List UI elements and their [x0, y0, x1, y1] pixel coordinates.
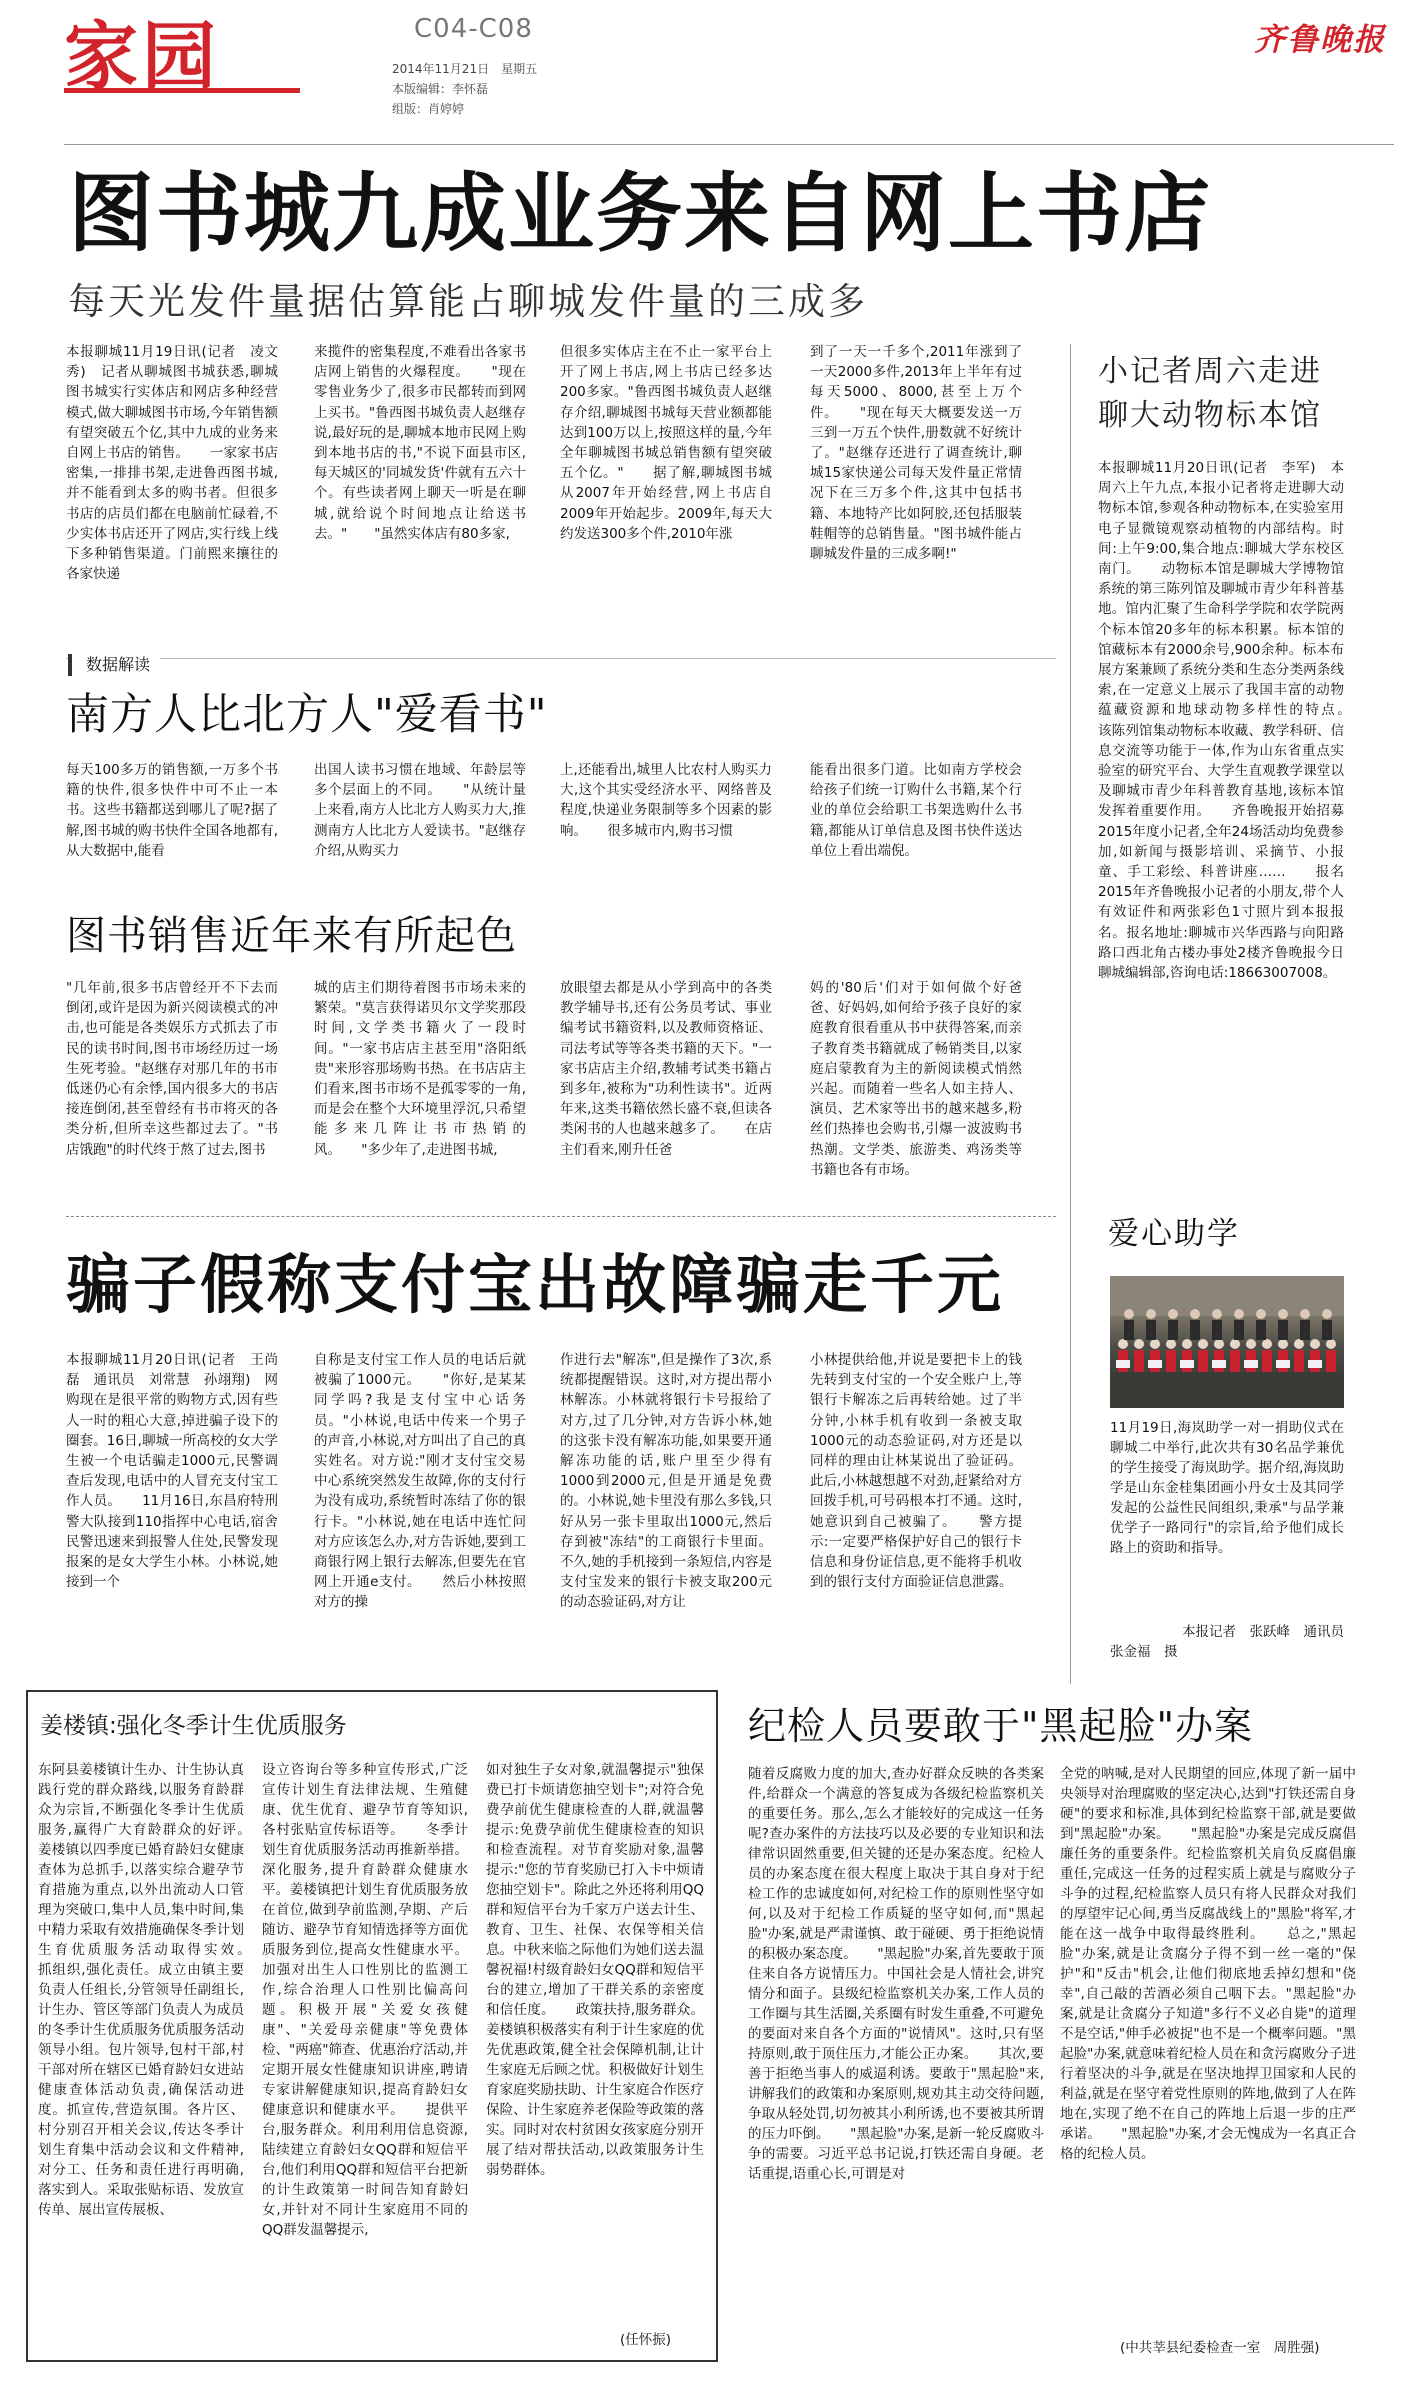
discipline-col2: 全党的呐喊,是对人民期望的回应,体现了新一届中央领导对治理腐败的坚定决心,达到"打铁还需自身硬"的要求和标准,具体到纪检监察干部,就是要做到"黑起脸"办案。 "黑起脸"办案是完成反腐倡廉任务的重要条件。纪检监察机关肩负反腐倡廉重任,完成这一任务的过程实质上就是与腐败分子斗争的过程,纪检监察人员只有将人民群众对我们的厚望牢记心间,勇当反腐战线上的"黑脸"将军,才能在这一战争中取得最终胜利。 总之,"黑起脸"办案,就是让贪腐分子得不到一丝一毫的"保护"和"反击"机会,让他们彻底地丢掉幻想和"侥幸",自己敲的苦酒必须自己咽下去。"黑起脸"办案,就是让贪腐分子知道"多行不义必自毙"的道理不是空话,"伸手必被捉"也不是一个概率问题。"黑起脸"办案,就意味着纪检人员在和贪污腐败分子进行着坚决的斗争,就是在坚决地捍卫国家和人民的利益,就是在坚守着党性原则的阵地,做到了人在阵地在,实现了绝不在自己的阵地上后退一步的庄严承诺。 "黑起脸"办案,才会无愧成为一名真正合格的纪检人员。 — [1060, 1766, 1356, 2162]
family-planning-col1: 东阿县姜楼镇计生办、计生协认真践行党的群众路线,以服务育龄群众为宗旨,不断强化冬季计生优质服务,赢得广大育龄群众的好评。 姜楼镇以四季度已婚育龄妇女健康查体为总抓手,以落实综合避孕节育措施为重点,以外出流动人口管理为突破口,集中人员,集中时间,集中精力采取有效措施确保冬季计划生育优质服务活动取得实效。 抓组织,强化责任。成立由镇主要负责人任组长,分管领导任副组长,计生办、管区等部门负责人为成员的冬季计生优质服务优质服务活动领导小组。包片领导,包村干部,村干部对所在辖区已婚育龄妇女进站健康查体活动负责,确保活动进度。抓宣传,营造氛围。各片区、村分别召开相关会议,传达冬季计划生育集中活动会议和文件精神,对分工、任务和责任进行再明确,落实到人。采取张贴标语、发放宣传单、展出宣传展板、 — [38, 1762, 244, 2218]
lead-column-1: 本报聊城11月19日讯(记者 凌文秀) 记者从聊城图书城获悉,聊城图书城实行实体店和网店多种经营模式,做大聊城图书市场,今年销售额有望突破五个亿,其中九成的业务来自网上书店的销售。 一家家书店密集,一排排书架,走进鲁西图书城,并不能看到太多的购书者。但很多书店的店员们都在电脑前忙碌着,不少实体书店还开了网店,实行线上线下多种销售渠道。门前熙来攘往的各家快递 — [66, 344, 278, 583]
reporter-headline: 小记者周六走进 聊大动物标本馆 — [1098, 354, 1322, 433]
lead-column-2: 来揽件的密集程度,不难看出各家书店网上销售的火爆程度。 "现在零售业务少了,很多市民都转而到网上买书。"鲁西图书城负责人赵继存说,最好玩的是,聊城本地市民网上购到本地书店的书,"不说下面县市区,每天城区的'同城发货'件就有五六十个。有些读者网上聊天一听是在聊城,就给说个时间地点让给送书去。" "虽然实体店有80多家, — [314, 344, 526, 542]
scam-column-1: 本报聊城11月20日讯(记者 王尚磊 通讯员 刘常慧 孙翊翔) 网购现在是很平常的购物方式,因有些人一时的粗心大意,掉进骗子设下的圈套。16日,聊城一所高校的女大学生被一个电话骗走1000元,民警调查后发现,电话中的人冒充支付宝工作人员。 11月16日,东昌府特刑警大队接到110指挥中心电话,宿舍民警迅速来到报警人住处,民警发现报案的是女大学生小林。小林说,她接到一个 — [66, 1352, 278, 1591]
lead-column-4: 到了一天一千多个,2011年涨到了一天2000多件,2013年上半年有过每天5000、8000,甚至上万个件。 "现在每天大概要发送一万三到一万五个快件,册数就不好统计了。"赵继存还进行了调查统计,聊城15家快递公司每天发件量正常情况下在三万多个件,这其中包括书籍、本地特产比如阿胶,还包括服装鞋帽等的总销售量。"图书城件能占聊城发件量的三成多啊!" — [810, 344, 1022, 563]
family-planning-col2: 设立咨询台等多种宣传形式,广泛宣传计划生育法律法规、生殖健康、优生优育、避孕节育等知识,各村张贴宣传标语等。 冬季计划生育优质服务活动再推新举措。深化服务,提升育龄群众健康水平。姜楼镇把计划生育优质服务放在首位,做到孕前监测,孕期、产后随访、避孕节育知情选择等方面优质服务到位,提高女性健康水平。加强对出生人口性别比的监测工作,综合治理人口性别比偏高问题。积极开展"关爱女孩健康"、"关爱母亲健康"等免费体检、"两癌"筛查、优惠治疗活动,并定期开展女性健康知识讲座,聘请专家讲解健康知识,提高育龄妇女健康意识和健康水平。 提供平台,服务群众。利用利用信息资源,陆续建立育龄妇女QQ群和短信平台,他们利用QQ群和短信平台把新的计生政策第一时间告知育龄妇女,并针对不同计生家庭用不同的QQ群发温馨提示, — [262, 1762, 468, 2238]
section-logo — [64, 6, 300, 100]
data-reading-headline-2: 图书销售近年来有所起色 — [66, 913, 517, 959]
family-planning-headline: 姜楼镇:强化冬季计生优质服务 — [40, 1713, 347, 1739]
data-section-divider — [66, 1216, 1056, 1217]
data-section2-col3: 放眼望去都是从小学到高中的各类教学辅导书,还有公务员考试、事业编考试书籍资料,以及教师资格证、司法考试等等各类书籍的天下。"一家书店店主介绍,教辅考试类书籍占到多年,被称为"功利性读书"。近两年来,这类书籍依然长盛不衰,但读各类闲书的人也越来越多了。 在店主们看来,刚升任爸 — [560, 980, 772, 1158]
sidebar-divider — [1070, 344, 1071, 1684]
charity-headline: 爱心助学 — [1108, 1216, 1240, 1252]
lead-headline: 图书城九成业务来自网上书店 — [68, 163, 1212, 264]
data-section1-col4: 能看出很多门道。比如南方学校会给孩子们统一订购什么书籍,某个行业的单位会给职工书架选购什么书籍,都能从订单信息及图书快件送达单位上看出端倪。 — [810, 762, 1022, 859]
lead-column-3: 但很多实体店主在不止一家平台上开了网上书店,网上书店已经多达200多家。"鲁西图书城负责人赵继存介绍,聊城图书城每天营业额都能达到100万以上,按照这样的量,今年全年聊城图书城总销售额有望突破五个亿。" 据了解,聊城图书城从2007年开始经营,网上书店自2009年开始起步。2009年,每天大约发送300多个件,2010年涨 — [560, 344, 772, 542]
scam-column-4: 小林提供给他,并说是要把卡上的钱先转到支付宝的一个安全账户上,等银行卡解冻之后再转给她。过了半分钟,小林手机有收到一条被支取1000元的动态验证码,对方还是以同样的理由让林某说出了验证码。此后,小林越想越不对劲,赶紧给对方回拨手机,可号码根本打不通。这时,她意识到自己被骗了。 警方提示:一定要严格保护好自己的银行卡信息和身份证信息,更不能将手机收到的银行支付方面验证信息泄露。 — [810, 1352, 1022, 1591]
layout-credit: 组版：肖婷婷 — [392, 102, 465, 116]
issue-date: 2014年11月21日 星期五 — [392, 62, 538, 76]
discipline-headline: 纪检人员要敢于"黑起脸"办案 — [748, 1704, 1253, 1748]
masthead-rule — [64, 144, 1394, 145]
data-reading-label: 数据解读 — [68, 654, 160, 676]
lead-subheadline: 每天光发件量据估算能占聊城发件量的三成多 — [68, 280, 868, 323]
charity-credit: 本报记者 张跃峰 通讯员 张金福 摄 — [1110, 1624, 1344, 1660]
data-section1-col3: 上,还能看出,城里人比农村人购买力大,这个其实受经济水平、网络普及程度,快递业务限制等多个因素的影响。 很多城市内,购书习惯 — [560, 762, 772, 839]
editor-credit: 本版编辑：李怀磊 — [392, 82, 489, 96]
section-name: 家园 — [64, 14, 220, 100]
data-reading-headline-1: 南方人比北方人"爱看书" — [66, 690, 548, 740]
data-section2-col4: 妈的'80后'们对于如何做个好爸爸、好妈妈,如何给予孩子良好的家庭教育很看重从书中获得答案,而亲子教育类书籍就成了畅销类目,以家庭启蒙教育为主的新阅读模式悄然兴起。而随着一些名人如主持人、演员、艺术家等出书的越来越多,粉丝们热捧也会购书,引爆一波波购书热潮。文学类、旅游类、鸡汤类等书籍也各有市场。 — [810, 980, 1022, 1178]
charity-photo — [1110, 1276, 1344, 1408]
family-planning-author: (任怀振) — [620, 2332, 672, 2348]
discipline-col1: 随着反腐败力度的加大,查办好群众反映的各类案件,给群众一个满意的答复成为各级纪检监察机关的重要任务。那么,怎么才能较好的完成这一任务呢?查办案件的方法技巧以及必要的专业知识和法律常识固然重要,但关键的还是办案态度。纪检人员的办案态度在很大程度上取决于其自身对于纪检工作的忠诚度如何,对纪检工作的原则性坚守如何,以及对于纪检工作质疑的坚守如何,而"黑起脸"办案,就是严肃谨慎、敢于碰硬、勇于拒绝说情的积极办案态度。 "黑起脸"办案,首先要敢于顶住来自各方说情压力。中国社会是人情社会,讲究情分和面子。县级纪检监察机关办案,工作人员的工作圈与其生活圈,关系圈有时发生重叠,不可避免的要面对来自各个方面的"说情风"。这时,只有坚持原则,敢于顶住压力,才能公正办案。 其次,要善于拒绝当事人的威逼利诱。要敢于"黑起脸"来,讲解我们的政策和办案原则,规劝其主动交待问题,争取从轻处罚,切勿被其小利所诱,也不要被其所谓的压力吓倒。 "黑起脸"办案,是新一轮反腐败斗争的需要。习近平总书记说,打铁还需自身硬。老话重提,语重心长,可谓是对 — [748, 1766, 1044, 2182]
data-section2-col2: 城的店主们期待着图书市场未来的繁荣。"莫言获得诺贝尔文学奖那段时间,文学类书籍火了一段时间。"一家书店店主甚至用"洛阳纸贵"来形容那场购书热。在书店店主们看来,图书市场不是孤零零的一角,而是会在整个大环境里浮沉,只希望能多来几阵让书市热销的风。 "多少年了,走进图书城, — [314, 980, 526, 1158]
lead-divider — [66, 658, 1056, 659]
data-section1-col2: 出国人读书习惯在地域、年龄层等多个层面上的不同。 "从统计量上来看,南方人比北方人购买力大,推测南方人比北方人爱读书。"赵继存介绍,从购买力 — [314, 762, 526, 859]
scam-column-2: 自称是支付宝工作人员的电话后就被骗了1000元。 "你好,是某某同学吗?我是支付宝中心话务员。"小林说,电话中传来一个男子的声音,小林说,对方叫出了自己的真实姓名。对方说:"刚才支付宝交易中心系统突然发生故障,你的支付行为没有成功,系统暂时冻结了你的银行卡。"小林说,她在电话中连忙问对方应该怎么办,对方告诉她,要到工商银行网上银行去解冻,但要先在官网上开通e支付。 然后小林按照对方的操 — [314, 1352, 526, 1611]
scam-column-3: 作进行去"解冻",但是操作了3次,系统都提醒错误。这时,对方提出帮小林解冻。小林就将银行卡号报给了对方,过了几分钟,对方告诉小林,她的这张卡没有解冻功能,如果要开通解冻功能的话,账户里至少得有1000到2000元,但是开通是免费的。小林说,她卡里没有那么多钱,只好从另一张卡里取出1000元,然后存到被"冻结"的工商银行卡里面。不久,她的手机接到一条短信,内容是支付宝发来的银行卡被支取200元的动态验证码,对方让 — [560, 1352, 772, 1611]
newspaper-logo: 齐鲁晚报 — [1254, 22, 1386, 58]
scam-headline: 骗子假称支付宝出故障骗走千元 — [66, 1248, 1004, 1323]
data-section1-col1: 每天100多万的销售额,一万多个书籍的快件,很多快件中可不止一本书。这些书籍都送到哪儿了呢?据了解,图书城的购书快件全国各地都有,从大数据中,能看 — [66, 762, 278, 859]
page-range: C04-C08 — [414, 14, 533, 44]
charity-caption: 11月19日,海岚助学一对一捐助仪式在聊城二中举行,此次共有30名品学兼优的学生接受了海岚助学。据介绍,海岚助学是山东金桂集团画小丹女士及其同学发起的公益性民间组织,秉承"与品学兼优学子一路同行"的宗旨,给予他们成长路上的资助和指导。 — [1110, 1420, 1344, 1556]
family-planning-col3: 如对独生子女对象,就温馨提示"独保费已打卡烦请您抽空划卡";对符合免费孕前优生健康检查的人群,就温馨提示:免费孕前优生健康检查的知识和检查流程。对节育奖励对象,温馨提示:"您的节育奖励已打入卡中烦请您抽空划卡"。除此之外还将利用QQ群和短信平台为千家万户送去计生、教育、卫生、社保、农保等相关信息。中秋来临之际他们为她们送去温馨祝福!村级育龄妇女QQ群和短信平台的建立,增加了干群关系的亲密度和信任度。 政策扶持,服务群众。姜楼镇积极落实有利于计生家庭的优先优惠政策,健全社会保障机制,让计生家庭无后顾之忧。积极做好计划生育家庭奖励扶助、计生家庭合作医疗保险、计生家庭养老保险等政策的落实。同时对农村贫困女孩家庭分别开展了结对帮扶活动,以政策服务计生弱势群体。 — [486, 1762, 704, 2178]
data-section2-col1: "几年前,很多书店曾经开不下去而倒闭,或许是因为新兴阅读模式的冲击,也可能是各类娱乐方式抓去了市民的读书时间,图书市场经历过一场生死考验。"赵继存对那几年的书市低迷仍心有余悸,国内很多大的书店接连倒闭,甚至曾经有书市将灭的各类分析,但所幸这些都过去了。"书店饿跑"的时代终于熬了过去,图书 — [66, 980, 278, 1158]
group-photo-illustration — [1110, 1276, 1344, 1408]
discipline-author: (中共莘县纪委检查一室 周胜强) — [1120, 2340, 1320, 2356]
reporter-body: 本报聊城11月20日讯(记者 李军) 本周六上午九点,本报小记者将走进聊大动物标本馆,参观各种动物标本,在实验室用电子显微镜观察动植物的内部结构。时间:上午9:00,集合地点:聊城大学东校区南门。 动物标本馆是聊城大学博物馆系统的第三陈列馆及聊城市青少年科普基地。馆内汇聚了生命科学学院和农学院两个标本馆20多年的标本积累。标本馆的馆藏标本有2000余号,900余种。标本布展方案兼顾了系统分类和生态分类两条线索,在一定意义上展示了我国丰富的动物蕴藏资源和地球动物多样性的特点。 该陈列馆集动物标本收藏、教学科研、信息交流等功能于一体,作为山东省重点实验室的研究平台、大学生直观教学课堂以及聊城市青少年科普教育基地,该标本馆发挥着重要作用。 齐鲁晚报开始招募2015年度小记者,全年24场活动均免费参加,如新闻与摄影培训、采摘节、小报童、手工彩绘、科普讲座…… 报名2015年齐鲁晚报小记者的小朋友,带个人有效证件和两张彩色1寸照片到本报报名。报名地址:聊城市兴华西路与向阳路路口西北角古楼办事处2楼齐鲁晚报今日聊城编辑部,咨询电话:18663007008。 — [1098, 460, 1344, 982]
